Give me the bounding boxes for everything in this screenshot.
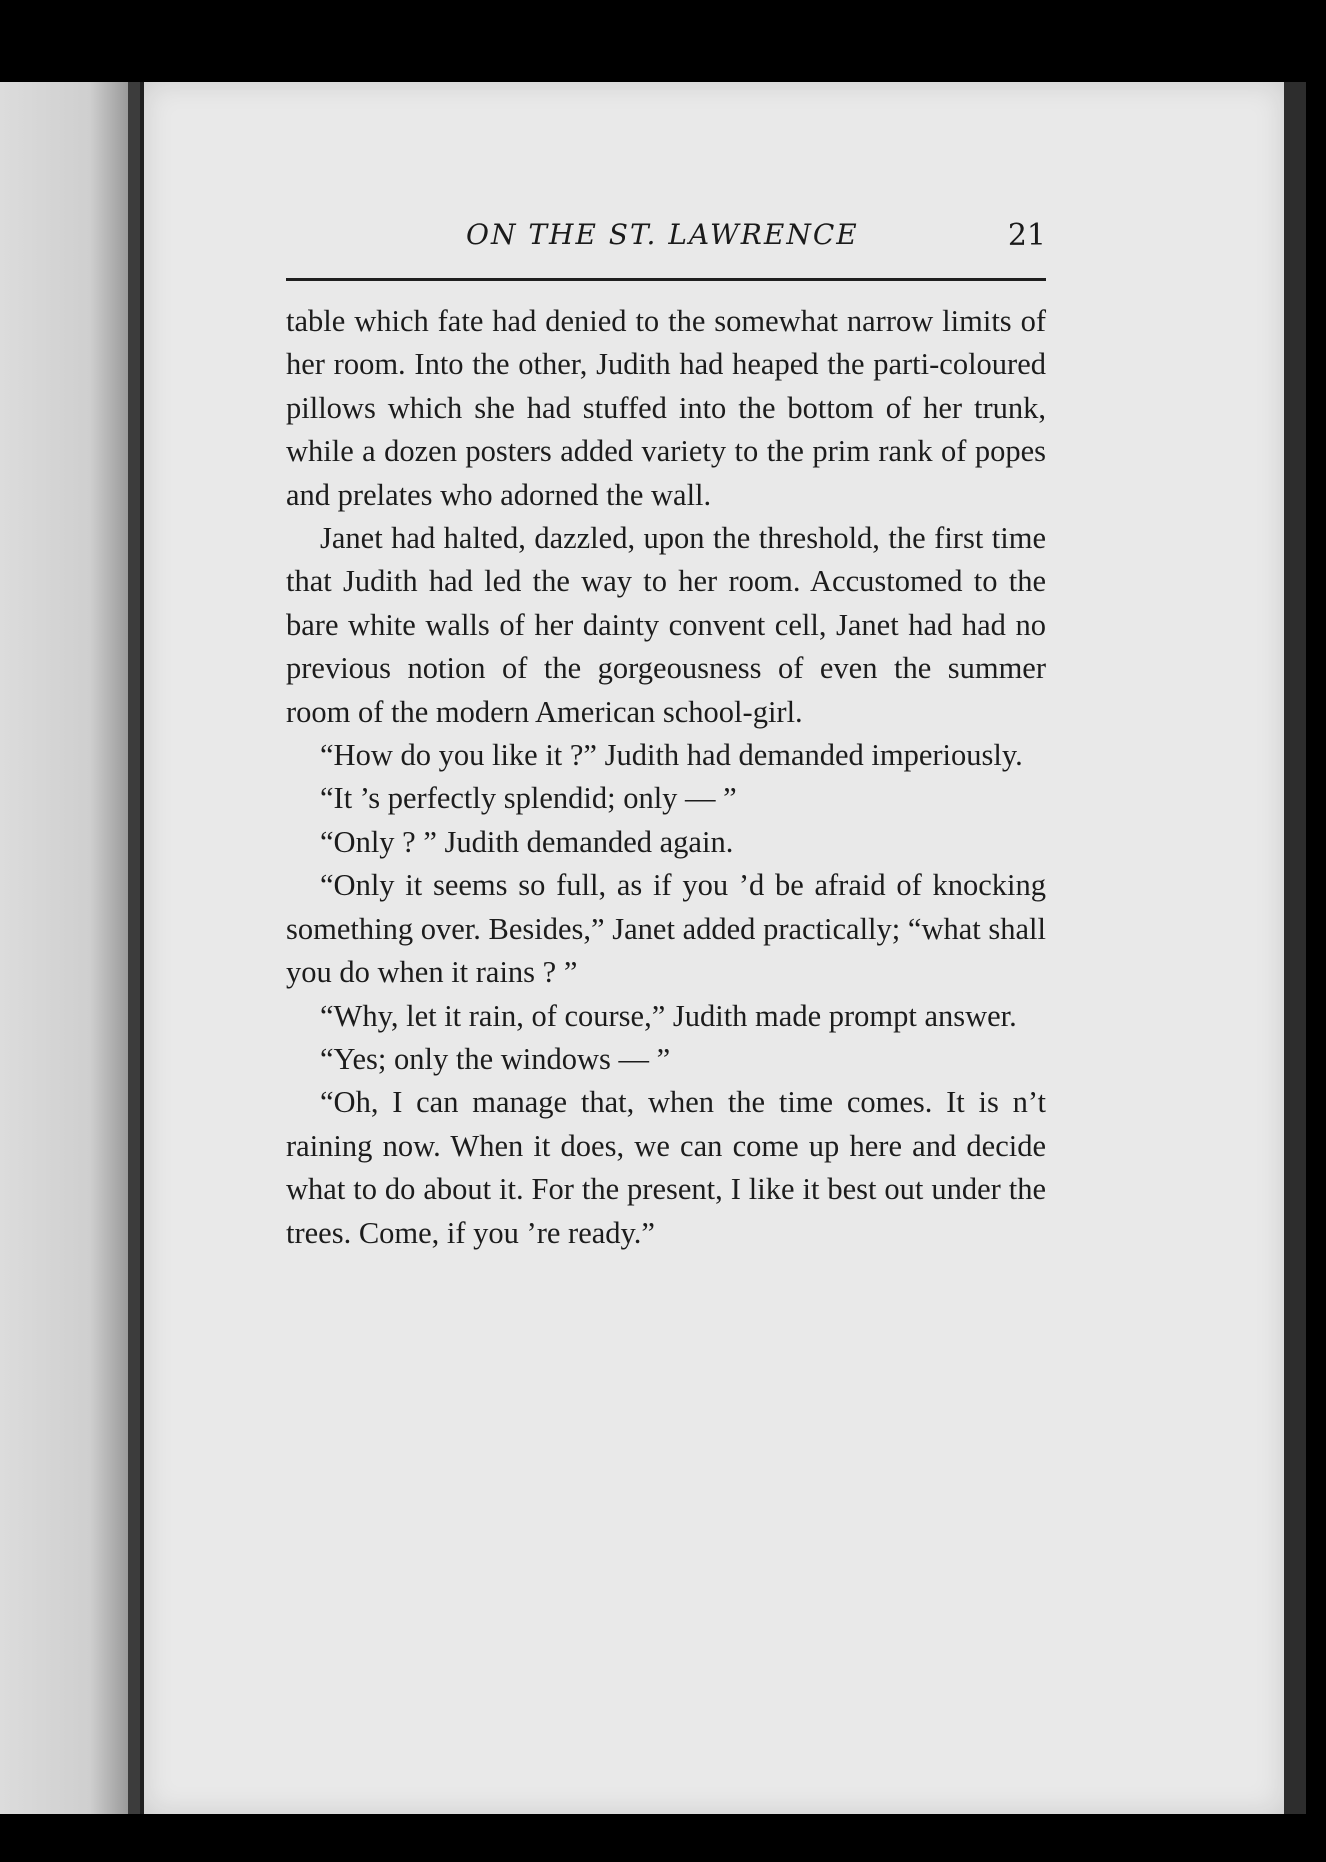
paragraph: “How do you like it ?” Judith had demanded imperiously. [320,738,1023,773]
page-header [286,218,1046,268]
paragraph: “Only it seems so full, as if you ’d be afraid of knocking something over. Besides,” Janet added practically; “what shall you do when it rains ? ” [286,868,1046,990]
page-gutter [140,82,144,1814]
page-number: 21 [1007,218,1046,253]
paragraph: “Oh, I can manage that, when the time comes. It is n’t raining now. When it does, we can come up here and decide what to do about it. For the present, I like it best out under the trees. Come, if you ’re ready.” [286,1085,1046,1250]
paragraph: “Yes; only the windows — ” [320,1041,671,1076]
paragraph: “Only ? ” Judith demanded again. [320,824,734,859]
paragraph: table which fate had denied to the somewhat narrow limits of her room. Into the other, Judith had heaped the parti-coloured pillows which she had stuffed into the bottom of her trunk, while a dozen posters added variety to the prim rank of popes and prelates who adorned the wall. [286,304,1046,512]
running-head: ON THE ST. LAWRENCE [466,218,859,251]
paragraph: “It ’s perfectly splendid; only — ” [320,781,737,816]
paragraph: “Why, let it rain, of course,” Judith made prompt answer. [320,998,1017,1033]
body-text [286,300,1046,1255]
paragraph: Janet had halted, dazzled, upon the threshold, the first time that Judith had led the way to her room. Accustomed to the bare white walls of her dainty convent cell, Janet had had no previous notion of the gorgeousness of even the summer room of the modern American school-girl. [286,521,1046,729]
header-rule [286,278,1046,281]
previous-page-edge [0,82,128,1814]
